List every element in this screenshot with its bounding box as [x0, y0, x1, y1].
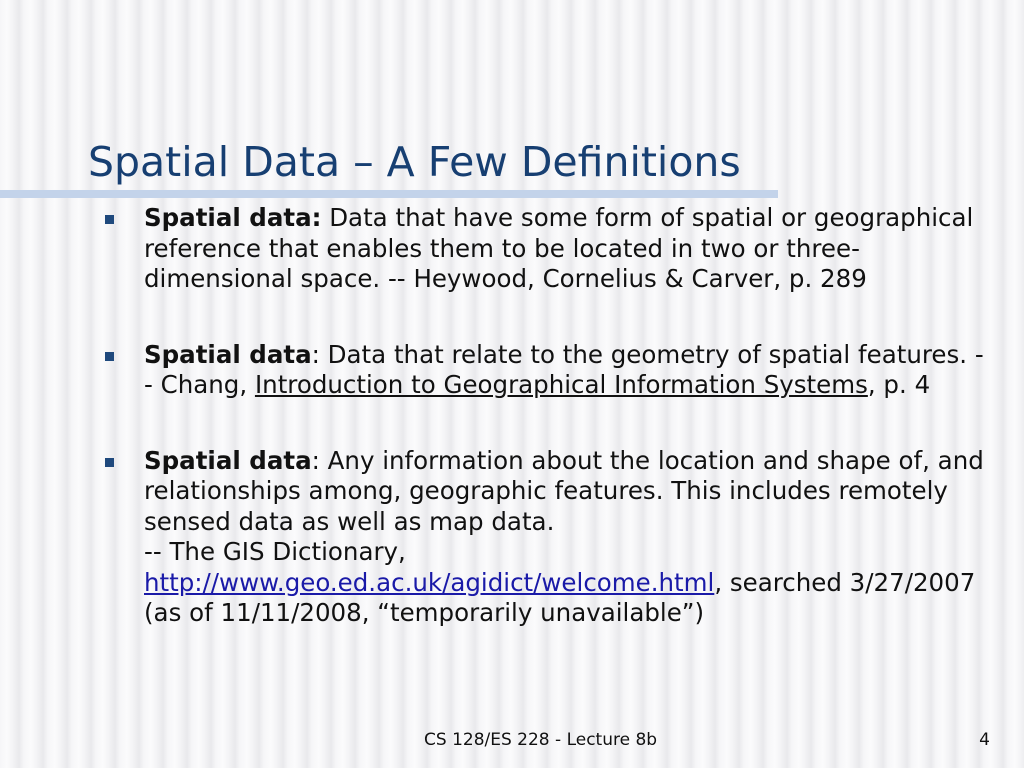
definition-term: Spatial data: — [144, 203, 322, 232]
definition-text: : Any information about the location and shape of, and relationships among, geographic features. This includes remotely sensed data as well as map data. — [144, 445, 984, 536]
page-number: 4 — [979, 730, 990, 750]
definition-text: Data that have some form of spatial or geographical reference that enables them to be located in two or three-dimensional space. -- Heywood, Cornelius & Carver, p. 289 — [144, 203, 974, 293]
title-underline-bar — [0, 190, 778, 198]
square-bullet-icon — [105, 458, 114, 467]
definition-item — [105, 203, 985, 295]
definition-citation: , p. 4 — [867, 370, 931, 399]
definition-term: Spatial data — [144, 445, 312, 475]
square-bullet-icon — [105, 352, 114, 361]
square-bullet-icon — [105, 215, 114, 224]
slide-title: Spatial Data – A Few Definitions — [88, 138, 741, 186]
definitions-list — [105, 203, 985, 629]
definition-term: Spatial data — [144, 339, 312, 369]
definition-citation: , searched 3/27/2007 (as of 11/11/2008, “temporarily unavailable”) — [144, 567, 976, 627]
definition-item — [105, 340, 985, 401]
definition-source: -- The GIS Dictionary, — [144, 537, 406, 566]
definition-item — [105, 446, 985, 629]
book-title: Introduction to Geographical Information Systems — [254, 370, 868, 399]
definition-text: : Data that relate to the geometry of spatial features. -- Chang, — [144, 339, 984, 399]
gis-dictionary-link[interactable]: http://www.geo.ed.ac.uk/agidict/welcome.html — [144, 567, 715, 597]
footer-lecture-label: CS 128/ES 228 - Lecture 8b — [424, 730, 658, 750]
